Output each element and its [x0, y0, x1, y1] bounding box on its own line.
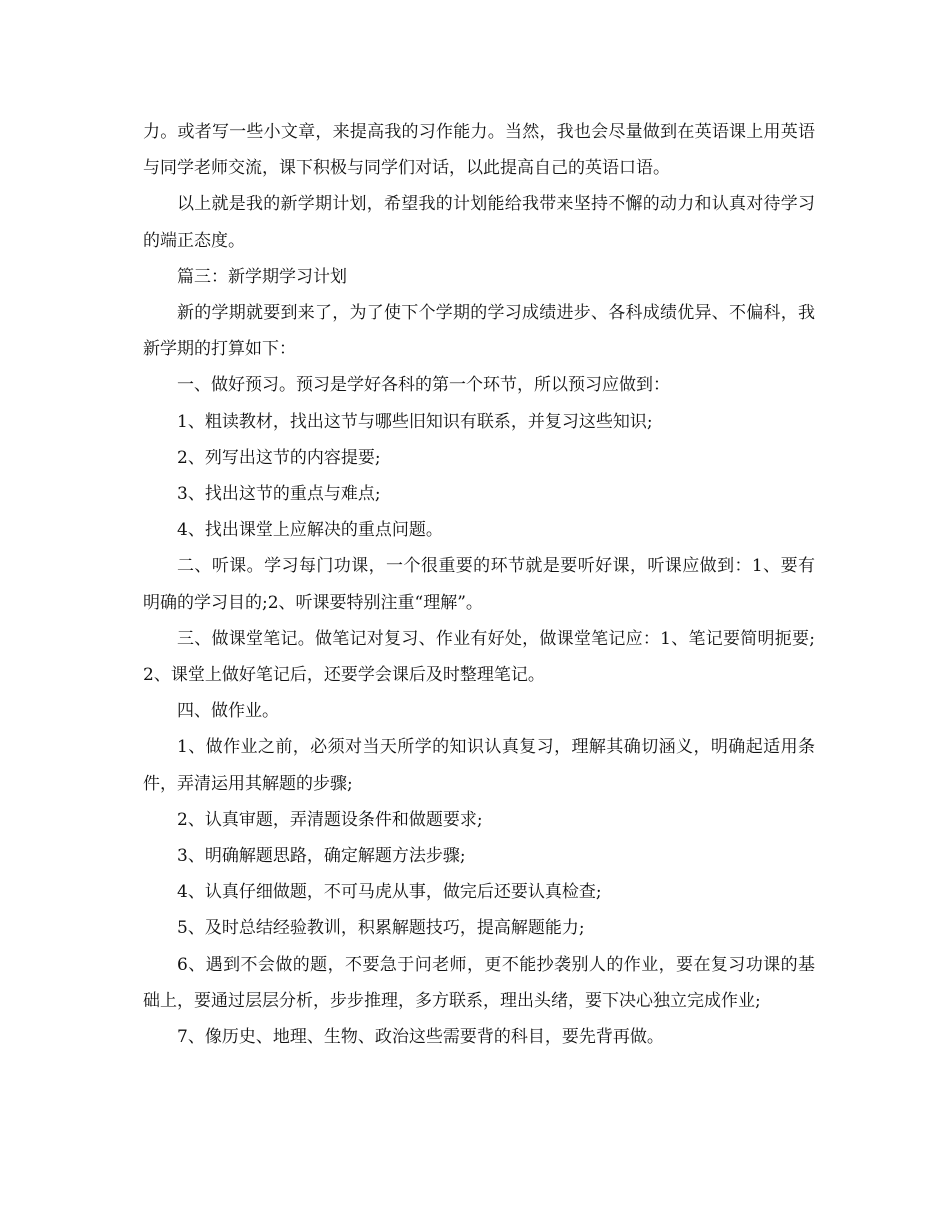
paragraph: 新的学期就要到来了，为了使下个学期的学习成绩进步、各科成绩优异、不偏科，我新学期的打算如下： [143, 303, 815, 360]
list-item: 2、认真审题，弄清题设条件和做题要求; [177, 809, 483, 830]
list-item: 1、粗读教材，找出这节与哪些旧知识有联系，并复习这些知识; [177, 411, 653, 432]
paragraph: 四、做作业。 [177, 701, 279, 722]
paragraph: 力。或者写一些小文章，来提高我的习作能力。当然，我也会尽量做到在英语课上用英语与同学老师交流，课下积极与同学们对话，以此提高自己的英语口语。 [143, 122, 815, 179]
list-item: 4、认真仔细做题，不可马虎从事，做完后还要认真检查; [177, 882, 602, 903]
list-item: 7、像历史、地理、生物、政治这些需要背的科目，要先背再做。 [177, 1027, 664, 1048]
list-item: 5、及时总结经验教训，积累解题技巧，提高解题能力; [177, 918, 585, 939]
section-heading: 篇三：新学期学习计划 [177, 266, 347, 287]
list-item: 3、找出这节的重点与难点; [177, 484, 381, 505]
paragraph: 三、做课堂笔记。做笔记对复习、作业有好处，做课堂笔记应：1、笔记要简明扼要;2、课堂上做好笔记后，还要学会课后及时整理笔记。 [143, 628, 815, 686]
list-item: 2、列写出这节的内容提要; [177, 447, 381, 468]
list-item: 6、遇到不会做的题，不要急于问老师，更不能抄袭别人的作业，要在复习功课的基础上，要通过层层分析，步步推理，多方联系，理出头绪，要下决心独立完成作业; [143, 954, 815, 1011]
paragraph: 一、做好预习。预习是学好各科的第一个环节，所以预习应做到： [177, 375, 670, 396]
list-item: 4、找出课堂上应解决的重点问题。 [177, 520, 443, 541]
paragraph: 二、听课。学习每门功课，一个很重要的环节就是要听好课，听课应做到：1、要有明确的学习目的;2、听课要特别注重“理解”。 [143, 556, 815, 613]
document-body [143, 114, 815, 1055]
paragraph: 以上就是我的新学期计划，希望我的计划能给我带来坚持不懈的动力和认真对待学习的端正态度。 [143, 194, 815, 251]
list-item: 3、明确解题思路，确定解题方法步骤; [177, 846, 466, 867]
list-item: 1、做作业之前，必须对当天所学的知识认真复习，理解其确切涵义，明确起适用条件，弄清运用其解题的步骤; [143, 737, 815, 794]
